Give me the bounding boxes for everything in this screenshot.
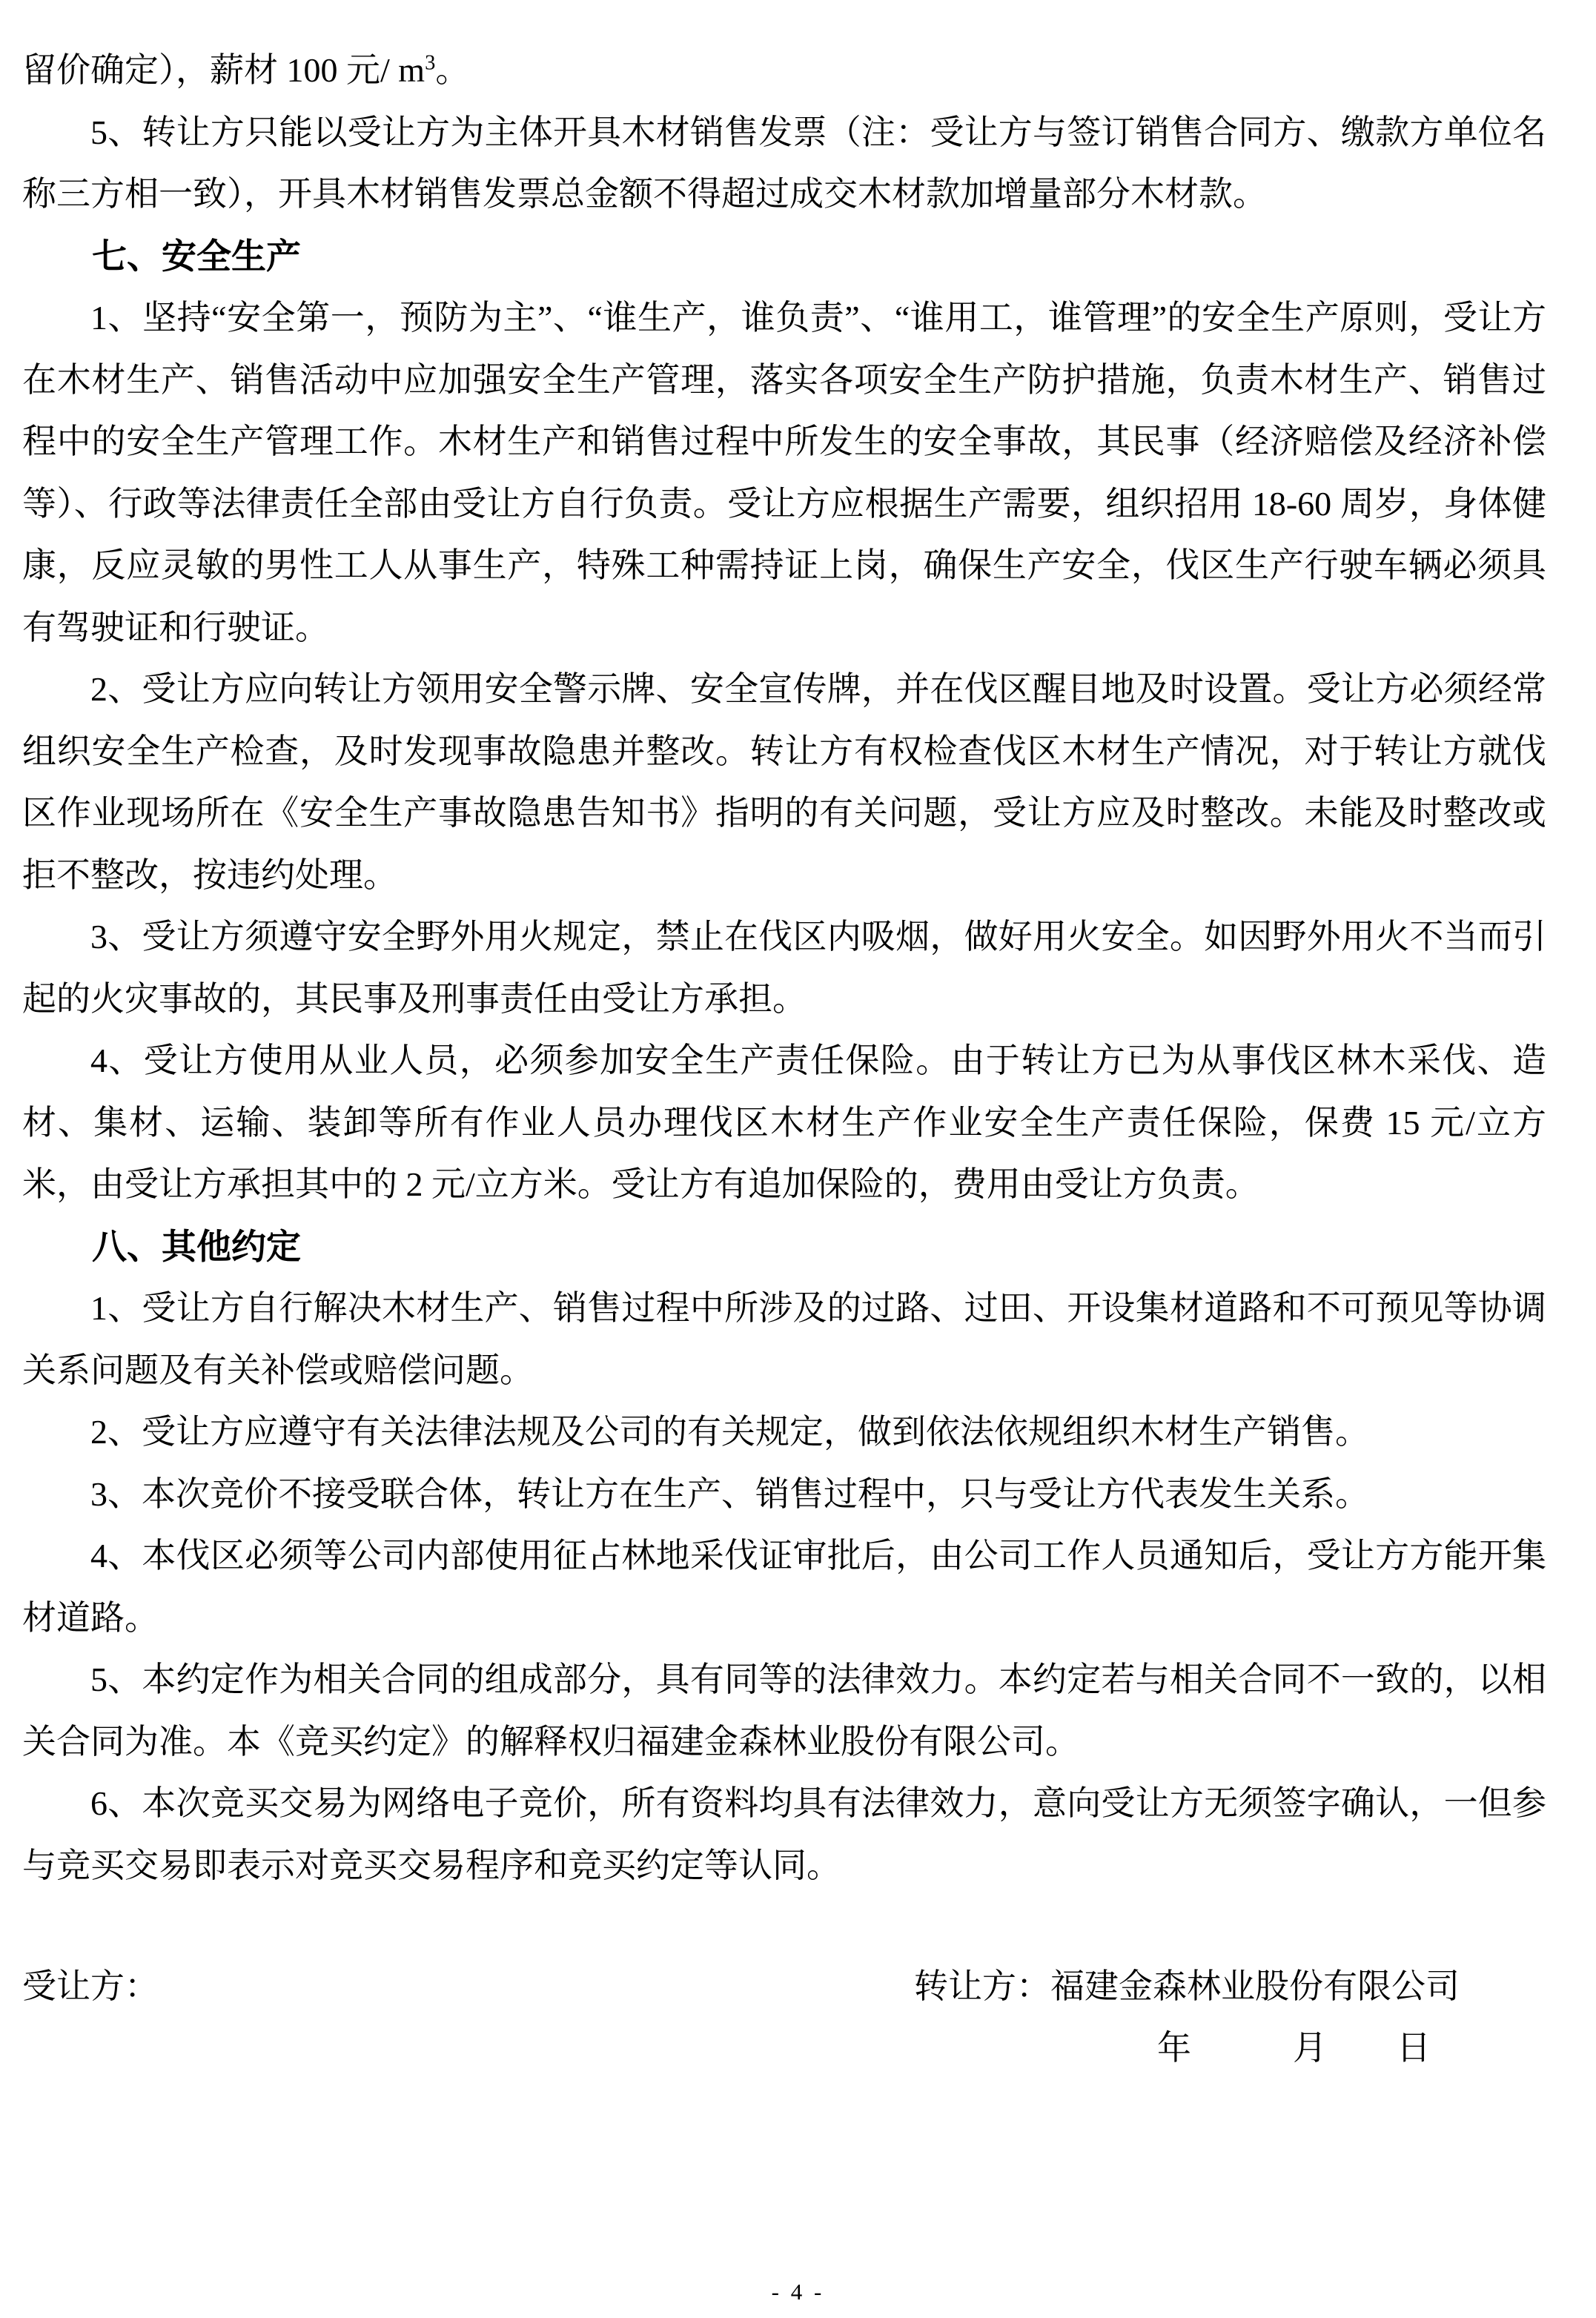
section-7-item-4: 4、受让方使用从业人员，必须参加安全生产责任保险。由于转让方已为从事伐区林木采伐、造材、集材、运输、装卸等所有作业人员办理伐区木材生产作业安全生产责任保险，保费 15 元/立方米，由受让方承担其中的 2 元/立方米。受让方有追加保险的，费用由受让方负责。	[22, 1042, 1546, 1203]
section-8-item-3: 3、本次竞价不接受联合体，转让方在生产、销售过程中，只与受让方代表发生关系。	[90, 1474, 1369, 1513]
transferor-signature-label: 转让方：福建金森林业股份有限公司	[914, 1967, 1460, 2005]
section-8-item-2: 2、受让方应遵守有关法律法规及公司的有关规定，做到依法依规组织木材生产销售。	[90, 1413, 1369, 1451]
signature-date-row	[0, 2017, 1596, 2079]
continuation-text-post: 。	[435, 51, 470, 89]
section-7-heading: 七、安全生产	[92, 236, 301, 276]
section-7-item-3: 3、受让方须遵守安全野外用火规定，禁止在伐区内吸烟，做好用火安全。如因野外用火不当而引起的火灾事故的，其民事及刑事责任由受让方承担。	[22, 918, 1546, 1018]
document-body	[22, 39, 1546, 1896]
signature-row	[0, 1956, 1596, 2018]
section-7-item-1: 1、坚持“安全第一，预防为主”、“谁生产，谁负责”、“谁用工，谁管理”的安全生产原则，受让方在木材生产、销售活动中应加强安全生产管理，落实各项安全生产防护措施，负责木材生产、销售过程中的安全生产管理工作。木材生产和销售过程中所发生的安全事故，其民事（经济赔偿及经济补偿等）、行政等法律责任全部由受让方自行负责。受让方应根据生产需要，组织招用 18-60 周岁，身体健康，反应灵敏的男性工人从事生产，特殊工种需持证上岗，确保生产安全，伐区生产行驶车辆必须具有驾驶证和行驶证。	[22, 299, 1546, 646]
date-year-label: 年	[1157, 2029, 1191, 2067]
section-8-item-6: 6、本次竞买交易为网络电子竞价，所有资料均具有法律效力，意向受让方无须签字确认，一但参与竞买交易即表示对竞买交易程序和竞买约定等认同。	[22, 1784, 1546, 1884]
page-number: - 4 -	[771, 2279, 825, 2305]
section-8-item-5: 5、本约定作为相关合同的组成部分，具有同等的法律效力。本约定若与相关合同不一致的，以相关合同为准。本《竞买约定》的解释权归福建金森林业股份有限公司。	[22, 1660, 1546, 1761]
paragraph-continuation	[22, 39, 1546, 102]
date-day-label: 日	[1397, 2029, 1431, 2067]
transferee-signature-label: 受让方：	[22, 1967, 159, 2005]
section-7-item-2: 2、受让方应向转让方领用安全警示牌、安全宣传牌，并在伐区醒目地及时设置。受让方必须经常组织安全生产检查，及时发现事故隐患并整改。转让方有权检查伐区木材生产情况，对于转让方就伐区作业现场所在《安全生产事故隐患告知书》指明的有关问题，受让方应及时整改。未能及时整改或拒不整改，按违约处理。	[22, 670, 1546, 894]
section-8-heading: 八、其他约定	[92, 1226, 301, 1266]
date-month-label: 月	[1293, 2029, 1327, 2067]
cubic-meter-superscript: 3	[425, 51, 436, 75]
continuation-text-pre: 留价确定），薪材 100 元/ m	[22, 51, 426, 89]
section-8-item-4: 4、本伐区必须等公司内部使用征占林地采伐证审批后，由公司工作人员通知后，受让方方能开集材道路。	[22, 1537, 1546, 1637]
section-8-item-1: 1、受让方自行解决木材生产、销售过程中所涉及的过路、过田、开设集材道路和不可预见等协调关系问题及有关补偿或赔偿问题。	[22, 1289, 1546, 1389]
clause-5-paragraph: 5、转让方只能以受让方为主体开具木材销售发票（注：受让方与签订销售合同方、缴款方单位名称三方相一致），开具木材销售发票总金额不得超过成交木材款加增量部分木材款。	[22, 113, 1546, 213]
